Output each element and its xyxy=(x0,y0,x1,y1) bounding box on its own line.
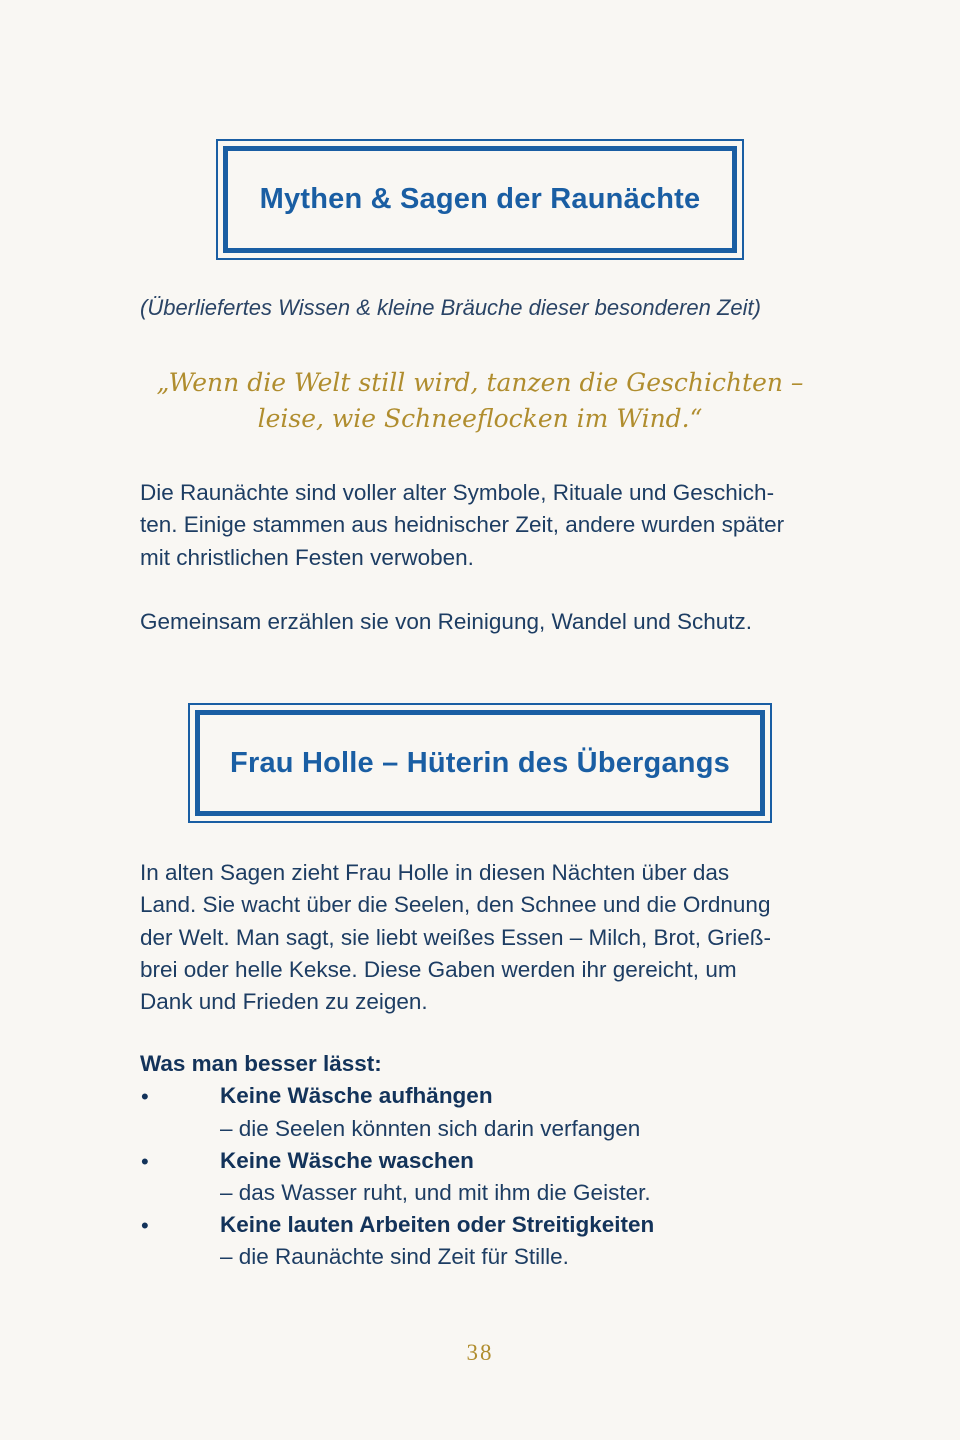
list-item-title: Keine lauten Arbeiten oder Streitigkeiten xyxy=(220,1212,655,1237)
summary-paragraph xyxy=(140,606,752,638)
intro-paragraph xyxy=(140,477,784,574)
paragraph-line: der Welt. Man sagt, sie liebt weißes Essen – Milch, Brot, Grieß- xyxy=(140,924,772,950)
list-item-title: Keine Wäsche waschen xyxy=(220,1148,474,1173)
list-item-title: Keine Wäsche aufhängen xyxy=(220,1083,493,1108)
paragraph-line: Die Raunächte sind voller alter Symbole, Rituale und Geschich- xyxy=(140,480,775,505)
quote-line-1: „Wenn die Welt still wird, tanzen die Geschichten – xyxy=(156,368,804,397)
list-heading: Was man besser lässt: xyxy=(140,1051,382,1076)
section-title: Mythen & Sagen der Raunächte xyxy=(259,183,701,215)
bullet-icon: • xyxy=(141,1149,149,1174)
list-item-note: – die Raunächte sind Zeit für Stille. xyxy=(220,1244,569,1269)
page-number: 38 xyxy=(466,1340,494,1365)
paragraph-line: Dank und Frieden zu zeigen. xyxy=(140,989,428,1015)
list-item-note: – die Seelen könnten sich darin verfangen xyxy=(220,1116,641,1141)
list-item-note: – das Wasser ruht, und mit ihm die Geister. xyxy=(220,1180,651,1205)
paragraph-line: In alten Sagen zieht Frau Holle in diesen Nächten über das xyxy=(140,860,730,885)
bullet-icon: • xyxy=(141,1213,149,1238)
paragraph-line: ten. Einige stammen aus heidnischer Zeit, andere wurden später xyxy=(140,512,785,538)
section-title-box xyxy=(216,139,744,260)
bullet-icon: • xyxy=(141,1084,149,1109)
section-subtitle: (Überliefertes Wissen & kleine Bräuche dieser besonderen Zeit) xyxy=(140,295,761,320)
section-title-box xyxy=(188,703,772,823)
paragraph-line: Land. Sie wacht über die Seelen, den Schnee und die Ordnung xyxy=(140,892,771,918)
section-title-inner-frame xyxy=(223,146,737,253)
paragraph-line: brei oder helle Kekse. Diese Gaben werden ihr gereicht, um xyxy=(140,956,737,982)
quote-line-2: leise, wie Schneeflocken im Wind.“ xyxy=(257,404,703,433)
section-title-inner-frame xyxy=(195,710,765,816)
frau-holle-paragraph xyxy=(140,857,771,1018)
section-title: Frau Holle – Hüterin des Übergangs xyxy=(230,746,730,779)
paragraph-line: Gemeinsam erzählen sie von Reinigung, Wandel und Schutz. xyxy=(140,609,753,634)
paragraph-line: mit christlichen Festen verwoben. xyxy=(140,544,474,570)
